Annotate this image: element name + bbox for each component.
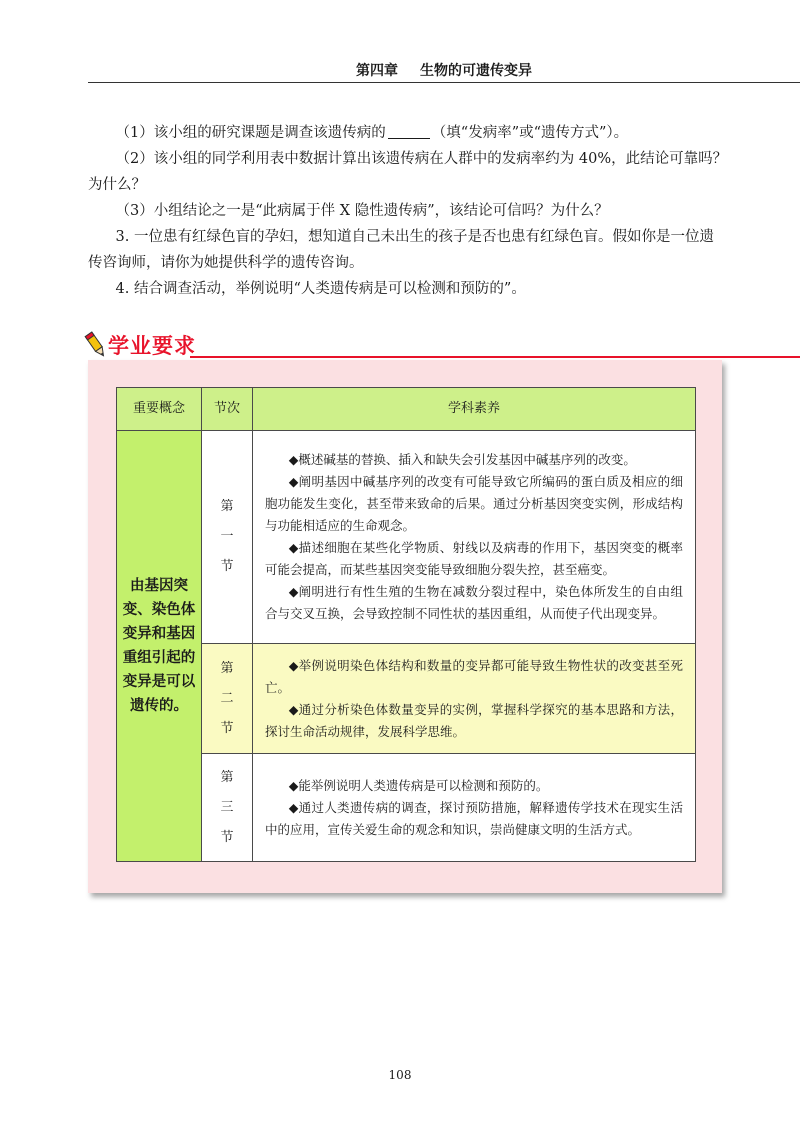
- section-label-1: 第 一 节: [202, 431, 253, 644]
- header-section: 节次: [202, 388, 253, 431]
- exercise-item-4: 4. 结合调查活动，举例说明“人类遗传病是可以检测和预防的”。: [115, 281, 526, 297]
- running-header: [88, 60, 800, 80]
- list-item: ◆阐明进行有性生殖的生物在减数分裂过程中，染色体所发生的自由组合与交叉互换，会导致控制不同性状的基因重组，从而使子代出现变异。: [265, 584, 683, 621]
- list-item: ◆描述细胞在某些化学物质、射线以及病毒的作用下，基因突变的概率可能会提高，而某些基因突变能导致细胞分裂失控，甚至癌变。: [265, 540, 683, 577]
- question-1: （1）该小组的研究课题是调查该遗传病的 （填“发病率”或“遗传方式”）。: [115, 125, 629, 141]
- requirements-table: [116, 387, 696, 862]
- header-divider: [88, 82, 800, 83]
- page-number: 108: [388, 1068, 412, 1082]
- chapter-label: 第四章: [356, 63, 398, 79]
- section-rule: [190, 356, 800, 358]
- table-row: [117, 431, 696, 644]
- fill-blank: [388, 124, 430, 139]
- list-item: ◆能举例说明人类遗传病是可以检测和预防的。: [288, 777, 549, 793]
- list-item: ◆通过人类遗传病的调查，探讨预防措施，解释遗传学技术在现实生活中的应用，宣传关爱生命的观念和知识，崇尚健康文明的生活方式。: [265, 799, 683, 837]
- header-concept: 重要概念: [117, 388, 202, 431]
- list-item: ◆通过分析染色体数量变异的实例，掌握科学探究的基本思路和方法，探讨生命活动规律，发展科学思维。: [265, 701, 683, 739]
- question-2: （2）该小组的同学利用表中数据计算出该遗传病在人群中的发病率约为 40%，此结论可靠吗？为什么？: [88, 151, 728, 193]
- section-title: 学业要求: [108, 334, 196, 358]
- table-row: [117, 754, 696, 862]
- list-item: ◆举例说明染色体结构和数量的变异都可能导致生物性状的改变甚至死亡。: [265, 657, 683, 695]
- list-item: ◆概述碱基的替换、插入和缺失会引发基因中碱基序列的改变。: [288, 452, 636, 467]
- key-concept: 由基因突变、染色体变异和基因重组引起的变异是可以遗传的。: [117, 431, 202, 862]
- competency-cell-3: [253, 754, 696, 862]
- section-label-2: 第 二 节: [202, 644, 253, 754]
- exercise-item-3: 3. 一位患有红绿色盲的孕妇，想知道自己未出生的孩子是否也患有红绿色盲。假如你是一位遗传咨询师，请你为她提供科学的遗传咨询。: [88, 229, 714, 271]
- table-header-row: [117, 388, 696, 431]
- section-heading: [84, 330, 724, 362]
- header-competency: 学科素养: [253, 388, 696, 431]
- chapter-title: 生物的可遗传变异: [420, 63, 532, 79]
- competency-cell-2: [253, 644, 696, 754]
- list-item: ◆阐明基因中碱基序列的改变有可能导致它所编码的蛋白质及相应的细胞功能发生变化，甚至带来致命的后果。通过分析基因突变实例，形成结构与功能相适应的生命观念。: [265, 474, 683, 533]
- competency-cell-1: [253, 431, 696, 644]
- exercise-text: [88, 120, 728, 302]
- pencil-icon: [84, 330, 108, 360]
- section-label-3: 第 三 节: [202, 754, 253, 862]
- table-row: [117, 644, 696, 754]
- question-3: （3）小组结论之一是“此病属于伴 X 隐性遗传病”，该结论可信吗？为什么？: [115, 203, 609, 219]
